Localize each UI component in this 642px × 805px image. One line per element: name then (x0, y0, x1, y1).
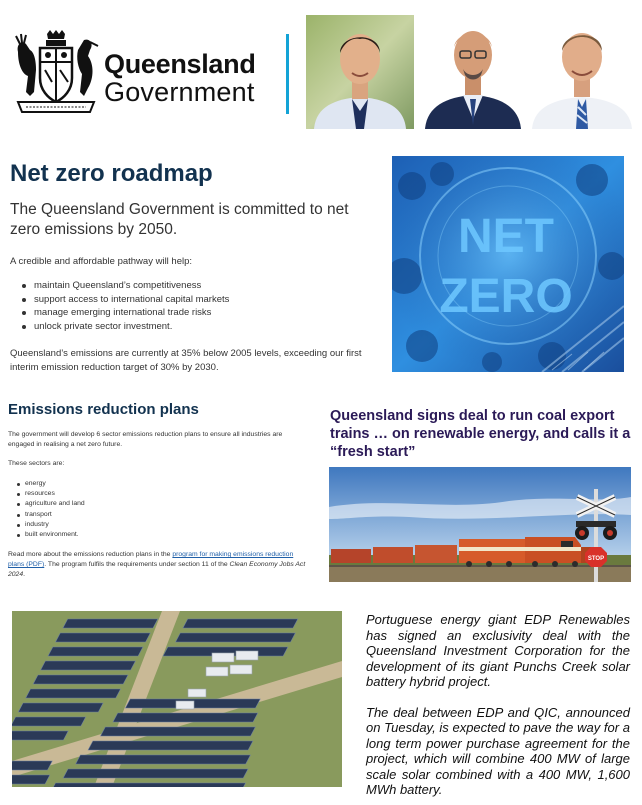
list-item: industry (17, 520, 85, 530)
coat-of-arms-icon (12, 30, 100, 116)
coal-train-image (329, 467, 631, 582)
stop-sign-text: STOP (587, 556, 605, 562)
roadmap-bullet-list (22, 279, 229, 333)
list-item: support access to international capital markets (22, 293, 229, 307)
plans-outro-end: . (23, 571, 26, 578)
net-zero-text-line1: NET (458, 210, 554, 263)
roadmap-lead: The Queensland Government is committed to net zero emissions by 2050. (10, 201, 349, 238)
list-item: agriculture and land (17, 499, 85, 509)
net-zero-text-line2: ZERO (439, 270, 573, 323)
act-name: Clean Economy Jobs Act 2024 (8, 561, 306, 578)
plans-outro-middle: . The program fulfils the requirements under section 11 of the (44, 561, 230, 568)
list-item: resources (17, 489, 85, 499)
queensland-government-logo[interactable] (12, 30, 262, 116)
sectors-label: These sectors are: (8, 460, 65, 467)
solar-farm-image (12, 611, 342, 787)
org-name-line2: Government (104, 77, 255, 108)
list-item: built environment. (17, 530, 85, 540)
list-item: maintain Queensland’s competitiveness (22, 279, 229, 293)
plans-outro-prefix: Read more about the emissions reduction plans in the (8, 551, 173, 558)
list-item: transport (17, 510, 85, 520)
org-name-line1: Queensland (104, 49, 256, 79)
list-item: manage emerging international trade risks (22, 306, 229, 320)
portrait-photo-3 (528, 15, 636, 129)
emissions-note: Queensland’s emissions are currently at 35% below 2005 levels, exceeding our first interim emission reduction target of 30% by 2030. (10, 348, 362, 373)
portrait-photo-2 (419, 15, 527, 129)
org-name (104, 50, 256, 107)
roadmap-intro: A credible and affordable pathway will help: (10, 256, 193, 267)
sectors-list (17, 479, 85, 540)
plans-pdf-link[interactable]: program for making emissions reduction plans (PDF) (8, 551, 294, 568)
header-divider (286, 34, 289, 114)
list-item: energy (17, 479, 85, 489)
list-item: unlock private sector investment. (22, 320, 229, 334)
plans-intro: The government will develop 6 sector emissions reduction plans to ensure all industries are engaged in realising a net zero future. (8, 431, 283, 448)
plans-heading: Emissions reduction plans (8, 401, 199, 418)
news-headline[interactable]: Queensland signs deal to run coal export trains … on renewable energy, and calls it a “fresh start” (330, 408, 631, 460)
portrait-photo-1 (306, 15, 414, 129)
article-paragraph-2: The deal between EDP and QIC, announced on Tuesday, is expected to pave the way for a long term power purchase agreement for the project, which will combine 400 MW of large scale solar combined with a 400 MW, 1,600 MWh battery. (366, 704, 630, 797)
article-body (366, 612, 630, 805)
net-zero-image (392, 156, 624, 372)
article-paragraph-1: Portuguese energy giant EDP Renewables has signed an exclusivity deal with the Queensland Investment Corporation for the development of its giant Punchs Creek solar battery hybrid project. (366, 612, 630, 689)
page-title: Net zero roadmap (10, 160, 213, 187)
plans-outro (8, 550, 308, 580)
